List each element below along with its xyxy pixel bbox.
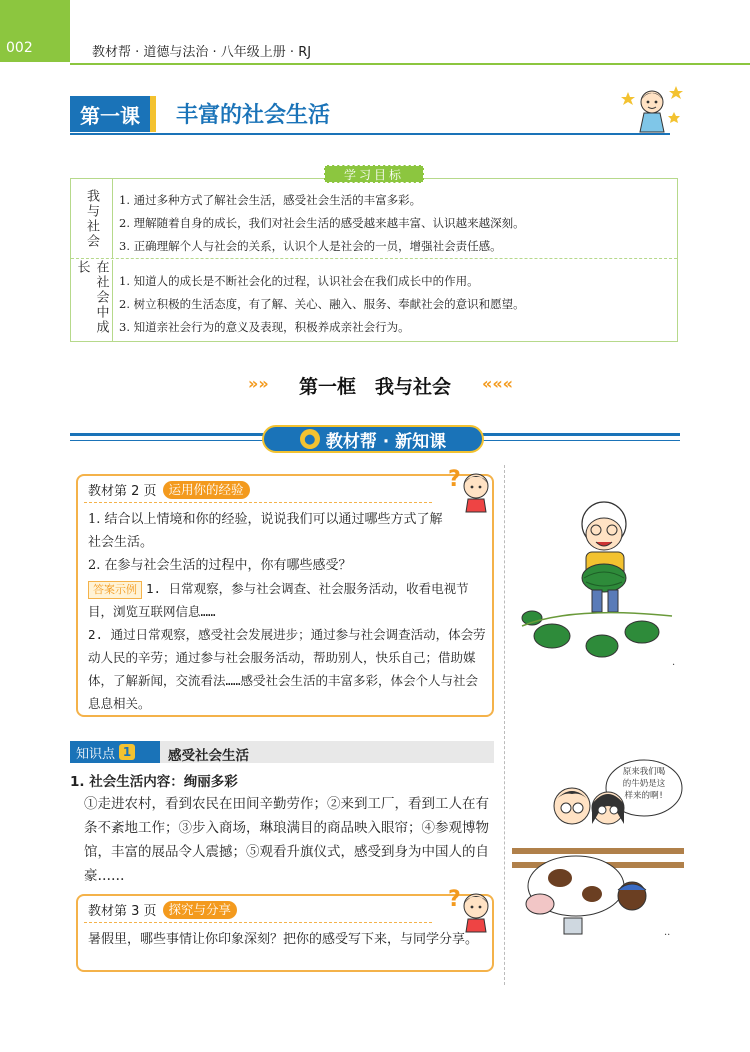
dashed-divider	[84, 502, 432, 503]
exercise-box	[76, 474, 494, 717]
page-number: 002	[6, 40, 33, 56]
exercise-tag: 运用你的经验	[163, 481, 250, 499]
svg-text:?: ?	[448, 467, 461, 492]
question-text: 2. 在参与社会生活的过程中，你有哪些感受？	[88, 558, 352, 573]
page-reference: 教材第 2 页	[88, 484, 157, 499]
page-reference: 教材第 3 页	[88, 904, 157, 919]
answer-tag: 答案示例	[88, 581, 142, 599]
column-divider	[504, 465, 505, 985]
speech-bubble-text: 原来我们喝	[622, 767, 666, 777]
objective-item: 2. 理解随着自身的成长，我们对社会生活的感受越来越丰富、认识越来越深刻。	[119, 216, 525, 230]
lightbulb-icon: ●	[300, 429, 320, 449]
objective-item: 1. 通过多种方式了解社会生活，感受社会生活的丰富多彩。	[119, 193, 422, 207]
answer-text: 2. 通过日常观察，感受社会发展进步；通过参与社会调查活动，体会劳动人民的辛劳；通过参与社会服务活动，帮助别人，快乐自己；借助媒体，了解新闻，交流看法……感受社会生活的丰富多彩，体会个人与社会息息相关。	[88, 627, 486, 711]
objectives-row	[71, 260, 677, 342]
knowledge-point-subtitle: 1. 社会生活内容：绚丽多彩	[70, 774, 238, 790]
objectives-items	[119, 270, 525, 339]
knowledge-point-body: ①走进农村，看到农民在田间辛勤劳作；②来到工厂，看到工人在有条不紊地工作；③步入商场，琳琅满目的商品映入眼帘；④参观博物馆，丰富的展品令人震撼；⑤观看升旗仪式，感受到身为中国人的自豪……	[84, 796, 489, 884]
exercise-box-header	[88, 480, 250, 499]
lesson-underline	[70, 133, 670, 135]
star-icon	[621, 92, 635, 105]
page-number-tab	[0, 0, 70, 62]
girl-question-icon	[444, 464, 498, 514]
exercise-body	[88, 928, 486, 951]
exercise-box	[76, 894, 494, 972]
objective-item: 3. 知道亲社会行为的意义及表现，积极养成亲社会行为。	[119, 320, 410, 334]
objective-item: 2. 树立积极的生活态度，有了解、关心、融入、服务、奉献社会的意识和愿望。	[119, 297, 525, 311]
objectives-side-label: 在社会中成长	[71, 260, 113, 342]
new-lesson-banner	[262, 425, 484, 453]
knowledge-point-number: 1	[119, 744, 135, 760]
objective-item: 3. 正确理解个人与社会的关系，认识个人是社会的一员，增强社会责任感。	[119, 239, 502, 253]
objective-item: 1. 知道人的成长是不断社会化的过程，认识社会在我们成长中的作用。	[119, 274, 479, 288]
svg-text:?: ?	[448, 887, 461, 912]
answer-text: 答案示例 1. 日常观察，参与社会调查、社会服务活动，收看电视节目，浏览互联网信息……	[88, 581, 469, 619]
knowledge-point-title: 感受社会生活	[168, 748, 249, 764]
exercise-tag: 探究与分享	[163, 901, 238, 919]
decorative-dots: ·	[672, 660, 676, 671]
section-title: 第一框 我与社会	[298, 376, 451, 398]
objectives-label: 学习目标	[324, 165, 424, 183]
cow-milking-illustration	[512, 754, 684, 950]
new-lesson-label: 教材帮 · 新知课	[325, 431, 447, 452]
star-icon	[669, 86, 683, 99]
chevron-right-icon: »»	[248, 374, 269, 393]
book-title: 教材帮 · 道德与法治 · 八年级上册 · RJ	[92, 45, 312, 60]
girl-stars-illustration	[620, 82, 684, 140]
objectives-row	[71, 179, 677, 259]
objectives-side-label: 我与社会	[71, 179, 113, 258]
exercise-body	[88, 508, 486, 715]
dashed-divider	[84, 922, 432, 923]
farmer-watermelon-illustration	[512, 486, 684, 666]
svg-text:样来的啊!: 样来的啊!	[624, 791, 664, 801]
knowledge-point-tag: 知识点 1	[70, 741, 160, 763]
header-divider	[70, 63, 750, 65]
lesson-tag: 第一课	[70, 96, 156, 132]
lesson-title: 丰富的社会生活	[176, 103, 331, 128]
objectives-items	[119, 189, 525, 258]
star-icon	[668, 112, 680, 123]
question-text: 1. 结合以上情境和你的经验，说说我们可以通过哪些方式了解社会生活。	[88, 512, 443, 550]
girl-question-icon	[444, 884, 498, 934]
objectives-table	[70, 178, 678, 342]
decorative-dots: ··	[664, 930, 671, 941]
svg-text:的牛奶是这: 的牛奶是这	[622, 779, 666, 789]
exercise-box-header	[88, 900, 237, 919]
chevron-left-icon: «««	[482, 374, 514, 393]
question-text: 暑假里，哪些事情让你印象深刻？把你的感受写下来，与同学分享。	[88, 932, 479, 947]
